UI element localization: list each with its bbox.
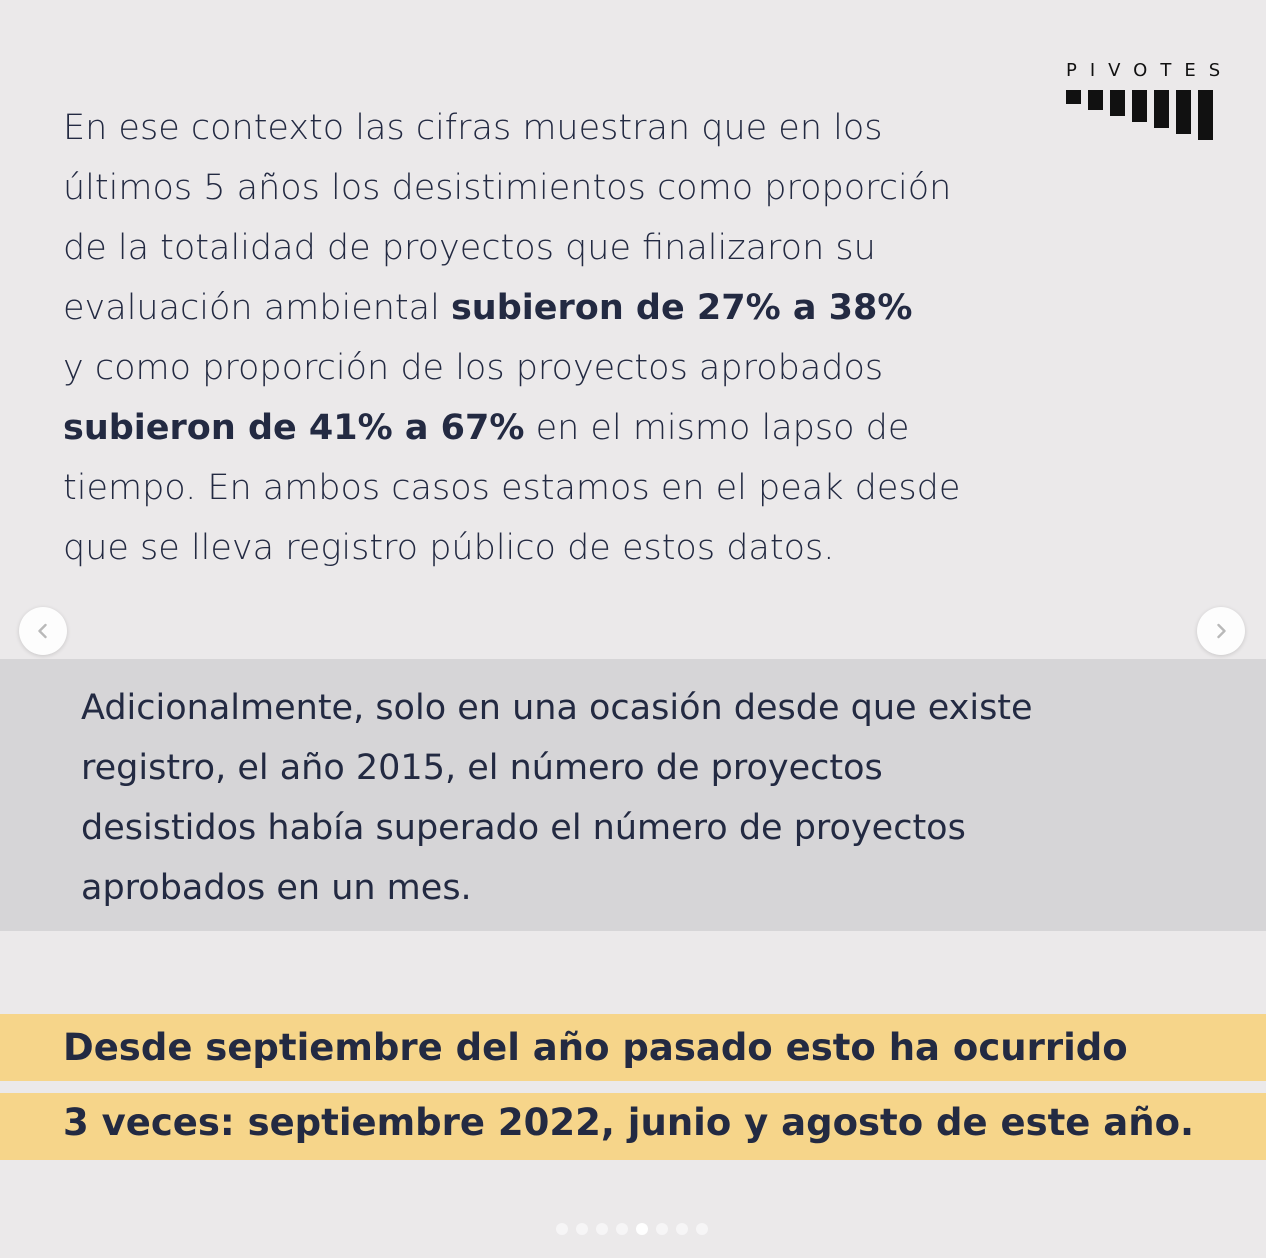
main-line [63,518,1023,578]
body-text: y como proporción de los proyectos aprobados [63,348,884,388]
logo-bars-graphic [1066,90,1216,144]
gray-section-text [81,678,1141,918]
body-text: evaluación ambiental [63,288,451,328]
chevron-right-icon [1211,621,1231,641]
chevron-left-icon [33,621,53,641]
main-line [63,218,1023,278]
pivotes-logo [1062,60,1234,146]
main-line [63,338,1023,398]
pagination-dot[interactable] [616,1223,628,1235]
logo-bar [1176,90,1191,134]
pagination-dot-active[interactable] [636,1223,648,1235]
carousel-prev-button[interactable] [19,607,67,655]
pagination-dot[interactable] [556,1223,568,1235]
highlight-line-2: 3 veces: septiembre 2022, junio y agosto de este año. [63,1101,1195,1144]
carousel-pagination-dots [556,1223,708,1237]
pagination-dot[interactable] [596,1223,608,1235]
gray-line: registro, el año 2015, el número de proyectos [81,748,883,788]
logo-bar [1110,90,1125,116]
main-line [63,398,1023,458]
body-text: de la totalidad de proyectos que finalizaron su [63,228,876,268]
pagination-dot[interactable] [576,1223,588,1235]
logo-bar [1132,90,1147,122]
main-line [63,98,1023,158]
gray-line: desistidos había superado el número de proyectos [81,808,966,848]
pagination-dot[interactable] [656,1223,668,1235]
pagination-dot[interactable] [676,1223,688,1235]
body-text: En ese contexto las cifras muestran que en los [63,108,883,148]
gray-line: Adicionalmente, solo en una ocasión desde que existe [81,688,1033,728]
bold-highlight-text: subieron de 27% a 38% [450,288,913,328]
logo-wordmark: PIVOTES [1066,60,1234,81]
bold-highlight-text: subieron de 41% a 67% [63,408,525,448]
logo-bar [1088,90,1103,110]
logo-bar [1154,90,1169,128]
main-line [63,158,1023,218]
main-line [63,458,1023,518]
pagination-dot[interactable] [696,1223,708,1235]
gray-line: aprobados en un mes. [81,868,472,908]
carousel-next-button[interactable] [1197,607,1245,655]
highlight-line-1: Desde septiembre del año pasado esto ha ocurrido [63,1026,1128,1069]
body-text: que se lleva registro público de estos datos. [63,528,835,568]
body-text: últimos 5 años los desistimientos como proporción [63,168,952,208]
logo-bar [1198,90,1213,140]
main-line [63,278,1023,338]
body-text: en el mismo lapso de [524,408,910,448]
logo-bar [1066,90,1081,104]
body-text: tiempo. En ambos casos estamos en el peak desde [63,468,961,508]
main-paragraph [63,98,1023,578]
